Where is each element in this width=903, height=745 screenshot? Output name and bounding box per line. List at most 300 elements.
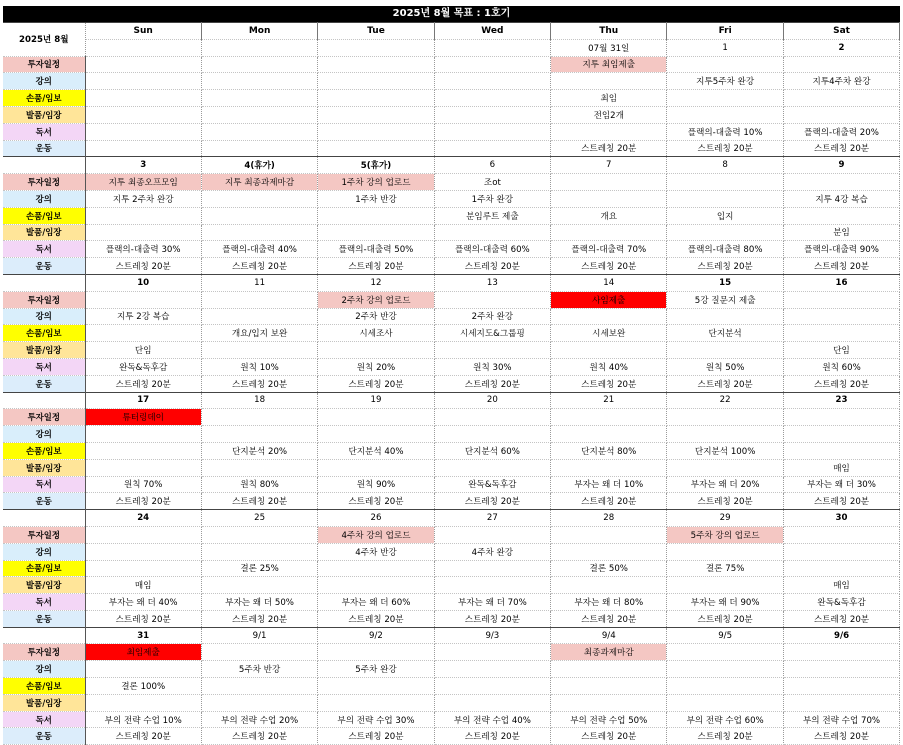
calendar-cell[interactable]: 튜터링데이: [85, 409, 201, 426]
calendar-cell[interactable]: [318, 224, 434, 241]
calendar-cell[interactable]: 결론 50%: [551, 560, 667, 577]
calendar-cell[interactable]: 2주차 완강: [434, 308, 550, 325]
calendar-cell[interactable]: 4주차 강의 업로드: [318, 526, 434, 543]
calendar-cell[interactable]: 스트레칭 20분: [667, 493, 783, 510]
date-cell[interactable]: 31: [85, 627, 201, 644]
calendar-cell[interactable]: [434, 661, 550, 678]
calendar-cell[interactable]: [551, 526, 667, 543]
calendar-cell[interactable]: 결론 75%: [667, 560, 783, 577]
calendar-cell[interactable]: [434, 426, 550, 443]
calendar-cell[interactable]: [85, 90, 201, 107]
calendar-cell[interactable]: 완독&독후감: [783, 594, 899, 611]
calendar-cell[interactable]: 스트레칭 20분: [201, 610, 317, 627]
calendar-cell[interactable]: [434, 291, 550, 308]
calendar-cell[interactable]: 5주차 완강: [318, 661, 434, 678]
calendar-cell[interactable]: 부자는 왜 더 60%: [318, 594, 434, 611]
calendar-cell[interactable]: 단지분석 20%: [201, 442, 317, 459]
calendar-cell[interactable]: 지투 최종오프모임: [85, 174, 201, 191]
calendar-cell[interactable]: [783, 325, 899, 342]
date-cell[interactable]: 4(휴가): [201, 157, 317, 174]
calendar-cell[interactable]: 부의 전략 수업 60%: [667, 711, 783, 728]
date-cell[interactable]: 23: [783, 392, 899, 409]
calendar-cell[interactable]: [434, 342, 550, 359]
date-cell[interactable]: 9/3: [434, 627, 550, 644]
calendar-cell[interactable]: 스트레칭 20분: [434, 728, 550, 745]
calendar-cell[interactable]: [318, 342, 434, 359]
calendar-cell[interactable]: 스트레칭 20분: [85, 493, 201, 510]
calendar-cell[interactable]: 원칙 30%: [434, 358, 550, 375]
calendar-cell[interactable]: 완독&독후감: [434, 476, 550, 493]
date-cell[interactable]: 6: [434, 157, 550, 174]
calendar-cell[interactable]: [551, 342, 667, 359]
calendar-cell[interactable]: 부자는 왜 더 90%: [667, 594, 783, 611]
date-cell[interactable]: 2: [783, 39, 899, 56]
calendar-cell[interactable]: [318, 644, 434, 661]
calendar-cell[interactable]: [201, 308, 317, 325]
calendar-cell[interactable]: 플랙의-대출력 20%: [783, 123, 899, 140]
calendar-cell[interactable]: [201, 526, 317, 543]
calendar-cell[interactable]: [318, 678, 434, 695]
calendar-cell[interactable]: [85, 543, 201, 560]
calendar-cell[interactable]: [551, 661, 667, 678]
calendar-cell[interactable]: 단지분석 40%: [318, 442, 434, 459]
calendar-cell[interactable]: [85, 325, 201, 342]
date-cell[interactable]: 15: [667, 274, 783, 291]
calendar-cell[interactable]: 5강 질문지 제출: [667, 291, 783, 308]
date-cell[interactable]: 20: [434, 392, 550, 409]
calendar-cell[interactable]: 부자는 왜 더 10%: [551, 476, 667, 493]
calendar-cell[interactable]: [783, 644, 899, 661]
calendar-cell[interactable]: [85, 106, 201, 123]
calendar-cell[interactable]: [318, 56, 434, 73]
calendar-cell[interactable]: [783, 56, 899, 73]
calendar-cell[interactable]: [551, 123, 667, 140]
calendar-cell[interactable]: 결론 100%: [85, 678, 201, 695]
calendar-cell[interactable]: [667, 342, 783, 359]
calendar-cell[interactable]: 스트레칭 20분: [318, 610, 434, 627]
calendar-cell[interactable]: [667, 174, 783, 191]
weekday-header-wed[interactable]: Wed: [434, 23, 550, 40]
calendar-cell[interactable]: 플랙의-대출력 70%: [551, 241, 667, 258]
calendar-cell[interactable]: [783, 106, 899, 123]
calendar-cell[interactable]: 스트레칭 20분: [783, 728, 899, 745]
date-cell[interactable]: 9: [783, 157, 899, 174]
calendar-cell[interactable]: [318, 694, 434, 711]
calendar-cell[interactable]: 최임: [551, 90, 667, 107]
calendar-cell[interactable]: 스트레칭 20분: [318, 375, 434, 392]
calendar-cell[interactable]: 스트레칭 20분: [551, 375, 667, 392]
calendar-cell[interactable]: [434, 106, 550, 123]
calendar-cell[interactable]: 단지분석 60%: [434, 442, 550, 459]
calendar-cell[interactable]: 원칙 20%: [318, 358, 434, 375]
calendar-cell[interactable]: [85, 207, 201, 224]
calendar-cell[interactable]: 스트레칭 20분: [201, 493, 317, 510]
calendar-cell[interactable]: 1주차 강의 업로드: [318, 174, 434, 191]
calendar-cell[interactable]: [551, 224, 667, 241]
date-cell[interactable]: 10: [85, 274, 201, 291]
date-cell[interactable]: 22: [667, 392, 783, 409]
calendar-cell[interactable]: [85, 459, 201, 476]
calendar-cell[interactable]: [318, 459, 434, 476]
calendar-cell[interactable]: 부자는 왜 더 20%: [667, 476, 783, 493]
calendar-cell[interactable]: [318, 207, 434, 224]
date-cell[interactable]: 1: [667, 39, 783, 56]
calendar-cell[interactable]: 분임루트 제출: [434, 207, 550, 224]
calendar-cell[interactable]: [551, 426, 667, 443]
calendar-cell[interactable]: 매임: [783, 577, 899, 594]
date-cell[interactable]: 19: [318, 392, 434, 409]
weekday-header-mon[interactable]: Mon: [201, 23, 317, 40]
calendar-cell[interactable]: [783, 291, 899, 308]
calendar-cell[interactable]: [85, 291, 201, 308]
calendar-cell[interactable]: [551, 174, 667, 191]
calendar-cell[interactable]: [318, 577, 434, 594]
calendar-cell[interactable]: [201, 73, 317, 90]
date-cell[interactable]: 9/6: [783, 627, 899, 644]
calendar-cell[interactable]: [201, 123, 317, 140]
calendar-cell[interactable]: 개요: [551, 207, 667, 224]
date-cell[interactable]: 29: [667, 510, 783, 527]
calendar-cell[interactable]: [434, 140, 550, 157]
calendar-cell[interactable]: [434, 224, 550, 241]
calendar-cell[interactable]: [434, 678, 550, 695]
calendar-cell[interactable]: [318, 560, 434, 577]
calendar-cell[interactable]: 스트레칭 20분: [85, 258, 201, 275]
calendar-cell[interactable]: 부자는 왜 더 30%: [783, 476, 899, 493]
calendar-cell[interactable]: 개요/입지 보완: [201, 325, 317, 342]
calendar-cell[interactable]: [318, 90, 434, 107]
calendar-cell[interactable]: 부자는 왜 더 70%: [434, 594, 550, 611]
calendar-cell[interactable]: [85, 426, 201, 443]
calendar-cell[interactable]: 지투 최종과제마감: [201, 174, 317, 191]
calendar-cell[interactable]: 스트레칭 20분: [783, 258, 899, 275]
calendar-cell[interactable]: [201, 291, 317, 308]
calendar-cell[interactable]: [201, 694, 317, 711]
calendar-cell[interactable]: 스트레칭 20분: [551, 258, 667, 275]
calendar-cell[interactable]: 최종과제마감: [551, 644, 667, 661]
calendar-cell[interactable]: [783, 442, 899, 459]
calendar-cell[interactable]: 매임: [85, 577, 201, 594]
calendar-cell[interactable]: 부자는 왜 더 50%: [201, 594, 317, 611]
calendar-cell[interactable]: 부의 전략 수업 50%: [551, 711, 667, 728]
calendar-cell[interactable]: [551, 678, 667, 695]
calendar-cell[interactable]: 스트레칭 20분: [667, 728, 783, 745]
calendar-cell[interactable]: [783, 308, 899, 325]
calendar-cell[interactable]: [201, 577, 317, 594]
calendar-cell[interactable]: 스트레칭 20분: [201, 728, 317, 745]
date-cell[interactable]: 5(휴가): [318, 157, 434, 174]
calendar-cell[interactable]: [551, 409, 667, 426]
date-cell[interactable]: 9/4: [551, 627, 667, 644]
calendar-cell[interactable]: 원칙 90%: [318, 476, 434, 493]
calendar-cell[interactable]: 5주차 강의 업로드: [667, 526, 783, 543]
calendar-cell[interactable]: 시세보완: [551, 325, 667, 342]
calendar-cell[interactable]: 원칙 40%: [551, 358, 667, 375]
calendar-cell[interactable]: [783, 661, 899, 678]
calendar-cell[interactable]: [783, 174, 899, 191]
date-cell[interactable]: 11: [201, 274, 317, 291]
calendar-cell[interactable]: 원칙 50%: [667, 358, 783, 375]
date-cell[interactable]: 16: [783, 274, 899, 291]
calendar-cell[interactable]: 매임: [783, 459, 899, 476]
calendar-cell[interactable]: [318, 140, 434, 157]
calendar-cell[interactable]: [667, 678, 783, 695]
calendar-cell[interactable]: [551, 73, 667, 90]
calendar-cell[interactable]: 부자는 왜 더 40%: [85, 594, 201, 611]
calendar-cell[interactable]: 스트레칭 20분: [783, 140, 899, 157]
calendar-cell[interactable]: 스트레칭 20분: [667, 258, 783, 275]
date-cell[interactable]: [85, 39, 201, 56]
calendar-cell[interactable]: [201, 56, 317, 73]
calendar-cell[interactable]: [667, 409, 783, 426]
date-cell[interactable]: 9/2: [318, 627, 434, 644]
calendar-cell[interactable]: 2주차 강의 업로드: [318, 291, 434, 308]
calendar-cell[interactable]: [318, 409, 434, 426]
calendar-cell[interactable]: 부의 전략 수업 40%: [434, 711, 550, 728]
calendar-cell[interactable]: [85, 224, 201, 241]
calendar-cell[interactable]: [783, 543, 899, 560]
calendar-cell[interactable]: 지투4주차 완강: [783, 73, 899, 90]
weekday-header-fri[interactable]: Fri: [667, 23, 783, 40]
calendar-cell[interactable]: 스트레칭 20분: [667, 375, 783, 392]
calendar-cell[interactable]: [201, 207, 317, 224]
calendar-cell[interactable]: 스트레칭 20분: [551, 493, 667, 510]
calendar-cell[interactable]: 사임제출: [551, 291, 667, 308]
date-cell[interactable]: 14: [551, 274, 667, 291]
calendar-cell[interactable]: 지투5주차 완강: [667, 73, 783, 90]
weekday-header-sat[interactable]: Sat: [783, 23, 899, 40]
calendar-cell[interactable]: [201, 342, 317, 359]
calendar-cell[interactable]: 원칙 60%: [783, 358, 899, 375]
calendar-cell[interactable]: 결론 25%: [201, 560, 317, 577]
calendar-cell[interactable]: 스트레칭 20분: [318, 493, 434, 510]
calendar-cell[interactable]: 플랙의-대출력 80%: [667, 241, 783, 258]
date-cell[interactable]: 18: [201, 392, 317, 409]
date-cell[interactable]: 17: [85, 392, 201, 409]
calendar-cell[interactable]: 스트레칭 20분: [85, 610, 201, 627]
calendar-cell[interactable]: 스트레칭 20분: [318, 728, 434, 745]
calendar-cell[interactable]: [434, 56, 550, 73]
calendar-cell[interactable]: [201, 190, 317, 207]
calendar-cell[interactable]: [783, 526, 899, 543]
calendar-cell[interactable]: [667, 644, 783, 661]
calendar-cell[interactable]: 플랙의-대출력 50%: [318, 241, 434, 258]
weekday-header-sun[interactable]: Sun: [85, 23, 201, 40]
calendar-cell[interactable]: 지투 4강 복습: [783, 190, 899, 207]
calendar-cell[interactable]: 스트레칭 20분: [434, 610, 550, 627]
calendar-cell[interactable]: [551, 459, 667, 476]
calendar-cell[interactable]: 5주차 반강: [201, 661, 317, 678]
calendar-cell[interactable]: [85, 526, 201, 543]
calendar-cell[interactable]: 4주차 반강: [318, 543, 434, 560]
calendar-cell[interactable]: 스트레칭 20분: [85, 375, 201, 392]
calendar-cell[interactable]: [551, 308, 667, 325]
calendar-cell[interactable]: 2주차 반강: [318, 308, 434, 325]
calendar-cell[interactable]: 스트레칭 20분: [783, 610, 899, 627]
calendar-cell[interactable]: [667, 190, 783, 207]
calendar-cell[interactable]: 지투 2강 복습: [85, 308, 201, 325]
calendar-cell[interactable]: [783, 207, 899, 224]
date-cell[interactable]: 9/1: [201, 627, 317, 644]
calendar-cell[interactable]: [85, 442, 201, 459]
calendar-cell[interactable]: 단지분석: [667, 325, 783, 342]
calendar-cell[interactable]: 스트레칭 20분: [551, 728, 667, 745]
date-cell[interactable]: [201, 39, 317, 56]
calendar-cell[interactable]: 단임: [85, 342, 201, 359]
date-cell[interactable]: [318, 39, 434, 56]
date-cell[interactable]: [434, 39, 550, 56]
calendar-cell[interactable]: [783, 90, 899, 107]
calendar-cell[interactable]: 부자는 왜 더 80%: [551, 594, 667, 611]
calendar-cell[interactable]: [667, 661, 783, 678]
calendar-cell[interactable]: 플랙의-대출력 10%: [667, 123, 783, 140]
calendar-cell[interactable]: 스트레칭 20분: [201, 375, 317, 392]
calendar-cell[interactable]: [318, 106, 434, 123]
calendar-cell[interactable]: [667, 543, 783, 560]
calendar-cell[interactable]: 최임제출: [85, 644, 201, 661]
calendar-cell[interactable]: 4주차 완강: [434, 543, 550, 560]
calendar-cell[interactable]: [201, 426, 317, 443]
calendar-cell[interactable]: [551, 543, 667, 560]
calendar-cell[interactable]: [434, 560, 550, 577]
calendar-cell[interactable]: 부의 전략 수업 20%: [201, 711, 317, 728]
date-cell[interactable]: 25: [201, 510, 317, 527]
calendar-cell[interactable]: [667, 90, 783, 107]
date-cell[interactable]: 07월 31일: [551, 39, 667, 56]
date-cell[interactable]: 13: [434, 274, 550, 291]
calendar-cell[interactable]: [783, 409, 899, 426]
calendar-cell[interactable]: 시세지도&그룹핑: [434, 325, 550, 342]
calendar-cell[interactable]: [434, 526, 550, 543]
date-cell[interactable]: 28: [551, 510, 667, 527]
weekday-header-thu[interactable]: Thu: [551, 23, 667, 40]
calendar-cell[interactable]: [201, 224, 317, 241]
calendar-cell[interactable]: 플랙의-대출력 90%: [783, 241, 899, 258]
calendar-cell[interactable]: [783, 694, 899, 711]
calendar-cell[interactable]: [434, 577, 550, 594]
date-cell[interactable]: 21: [551, 392, 667, 409]
calendar-cell[interactable]: 원칙 80%: [201, 476, 317, 493]
date-cell[interactable]: 12: [318, 274, 434, 291]
calendar-cell[interactable]: 플랙의-대출력 40%: [201, 241, 317, 258]
calendar-cell[interactable]: 스트레칭 20분: [783, 493, 899, 510]
calendar-cell[interactable]: 플랙의-대출력 60%: [434, 241, 550, 258]
calendar-cell[interactable]: 스트레칭 20분: [85, 728, 201, 745]
calendar-cell[interactable]: [85, 123, 201, 140]
calendar-cell[interactable]: [85, 73, 201, 90]
calendar-cell[interactable]: [667, 56, 783, 73]
calendar-cell[interactable]: [434, 644, 550, 661]
calendar-cell[interactable]: [667, 694, 783, 711]
calendar-cell[interactable]: 1주차 반강: [318, 190, 434, 207]
calendar-cell[interactable]: [201, 459, 317, 476]
calendar-cell[interactable]: [783, 426, 899, 443]
calendar-cell[interactable]: 단지분석 80%: [551, 442, 667, 459]
calendar-cell[interactable]: 스트레칭 20분: [201, 258, 317, 275]
calendar-cell[interactable]: 지투 2주차 완강: [85, 190, 201, 207]
calendar-cell[interactable]: 스트레칭 20분: [783, 375, 899, 392]
date-cell[interactable]: 9/5: [667, 627, 783, 644]
calendar-cell[interactable]: [318, 73, 434, 90]
calendar-cell[interactable]: 지투 최임제출: [551, 56, 667, 73]
calendar-cell[interactable]: 스트레칭 20분: [667, 140, 783, 157]
calendar-cell[interactable]: 스트레칭 20분: [318, 258, 434, 275]
calendar-cell[interactable]: 조ot: [434, 174, 550, 191]
calendar-cell[interactable]: 단지분석 100%: [667, 442, 783, 459]
calendar-cell[interactable]: [201, 678, 317, 695]
calendar-cell[interactable]: 전임2개: [551, 106, 667, 123]
calendar-cell[interactable]: [85, 140, 201, 157]
calendar-cell[interactable]: [667, 308, 783, 325]
calendar-cell[interactable]: [667, 224, 783, 241]
calendar-cell[interactable]: 원칙 70%: [85, 476, 201, 493]
calendar-cell[interactable]: 부의 전략 수업 70%: [783, 711, 899, 728]
date-cell[interactable]: 27: [434, 510, 550, 527]
calendar-cell[interactable]: [201, 409, 317, 426]
calendar-cell[interactable]: [201, 543, 317, 560]
calendar-cell[interactable]: [318, 123, 434, 140]
calendar-cell[interactable]: [201, 140, 317, 157]
calendar-cell[interactable]: [551, 190, 667, 207]
calendar-cell[interactable]: 스트레칭 20분: [434, 375, 550, 392]
date-cell[interactable]: 30: [783, 510, 899, 527]
calendar-cell[interactable]: [551, 577, 667, 594]
date-cell[interactable]: 24: [85, 510, 201, 527]
calendar-cell[interactable]: [434, 90, 550, 107]
calendar-cell[interactable]: 부의 전략 수업 30%: [318, 711, 434, 728]
calendar-cell[interactable]: 완독&독후감: [85, 358, 201, 375]
date-cell[interactable]: 7: [551, 157, 667, 174]
calendar-cell[interactable]: 원칙 10%: [201, 358, 317, 375]
calendar-cell[interactable]: [434, 409, 550, 426]
calendar-cell[interactable]: 스트레칭 20분: [551, 610, 667, 627]
calendar-cell[interactable]: [434, 123, 550, 140]
calendar-cell[interactable]: 시세조사: [318, 325, 434, 342]
calendar-cell[interactable]: [434, 694, 550, 711]
calendar-cell[interactable]: 스트레칭 20분: [551, 140, 667, 157]
weekday-header-tue[interactable]: Tue: [318, 23, 434, 40]
calendar-cell[interactable]: 1주차 완강: [434, 190, 550, 207]
calendar-cell[interactable]: [783, 560, 899, 577]
calendar-cell[interactable]: 부의 전략 수업 10%: [85, 711, 201, 728]
calendar-cell[interactable]: [667, 577, 783, 594]
calendar-cell[interactable]: [201, 90, 317, 107]
calendar-cell[interactable]: [85, 560, 201, 577]
calendar-cell[interactable]: 스트레칭 20분: [434, 493, 550, 510]
calendar-cell[interactable]: [85, 56, 201, 73]
calendar-cell[interactable]: 스트레칭 20분: [667, 610, 783, 627]
calendar-cell[interactable]: [434, 459, 550, 476]
calendar-cell[interactable]: [201, 644, 317, 661]
calendar-cell[interactable]: 분임: [783, 224, 899, 241]
calendar-cell[interactable]: [551, 694, 667, 711]
calendar-cell[interactable]: 입지: [667, 207, 783, 224]
date-cell[interactable]: 3: [85, 157, 201, 174]
date-cell[interactable]: 26: [318, 510, 434, 527]
calendar-cell[interactable]: [85, 661, 201, 678]
calendar-cell[interactable]: 플랙의-대출력 30%: [85, 241, 201, 258]
date-cell[interactable]: 8: [667, 157, 783, 174]
calendar-cell[interactable]: [667, 426, 783, 443]
calendar-cell[interactable]: [85, 694, 201, 711]
calendar-cell[interactable]: 단임: [783, 342, 899, 359]
calendar-cell[interactable]: [201, 106, 317, 123]
calendar-cell[interactable]: [667, 106, 783, 123]
calendar-cell[interactable]: [667, 459, 783, 476]
calendar-cell[interactable]: [434, 73, 550, 90]
calendar-cell[interactable]: 스트레칭 20분: [434, 258, 550, 275]
calendar-cell[interactable]: [318, 426, 434, 443]
